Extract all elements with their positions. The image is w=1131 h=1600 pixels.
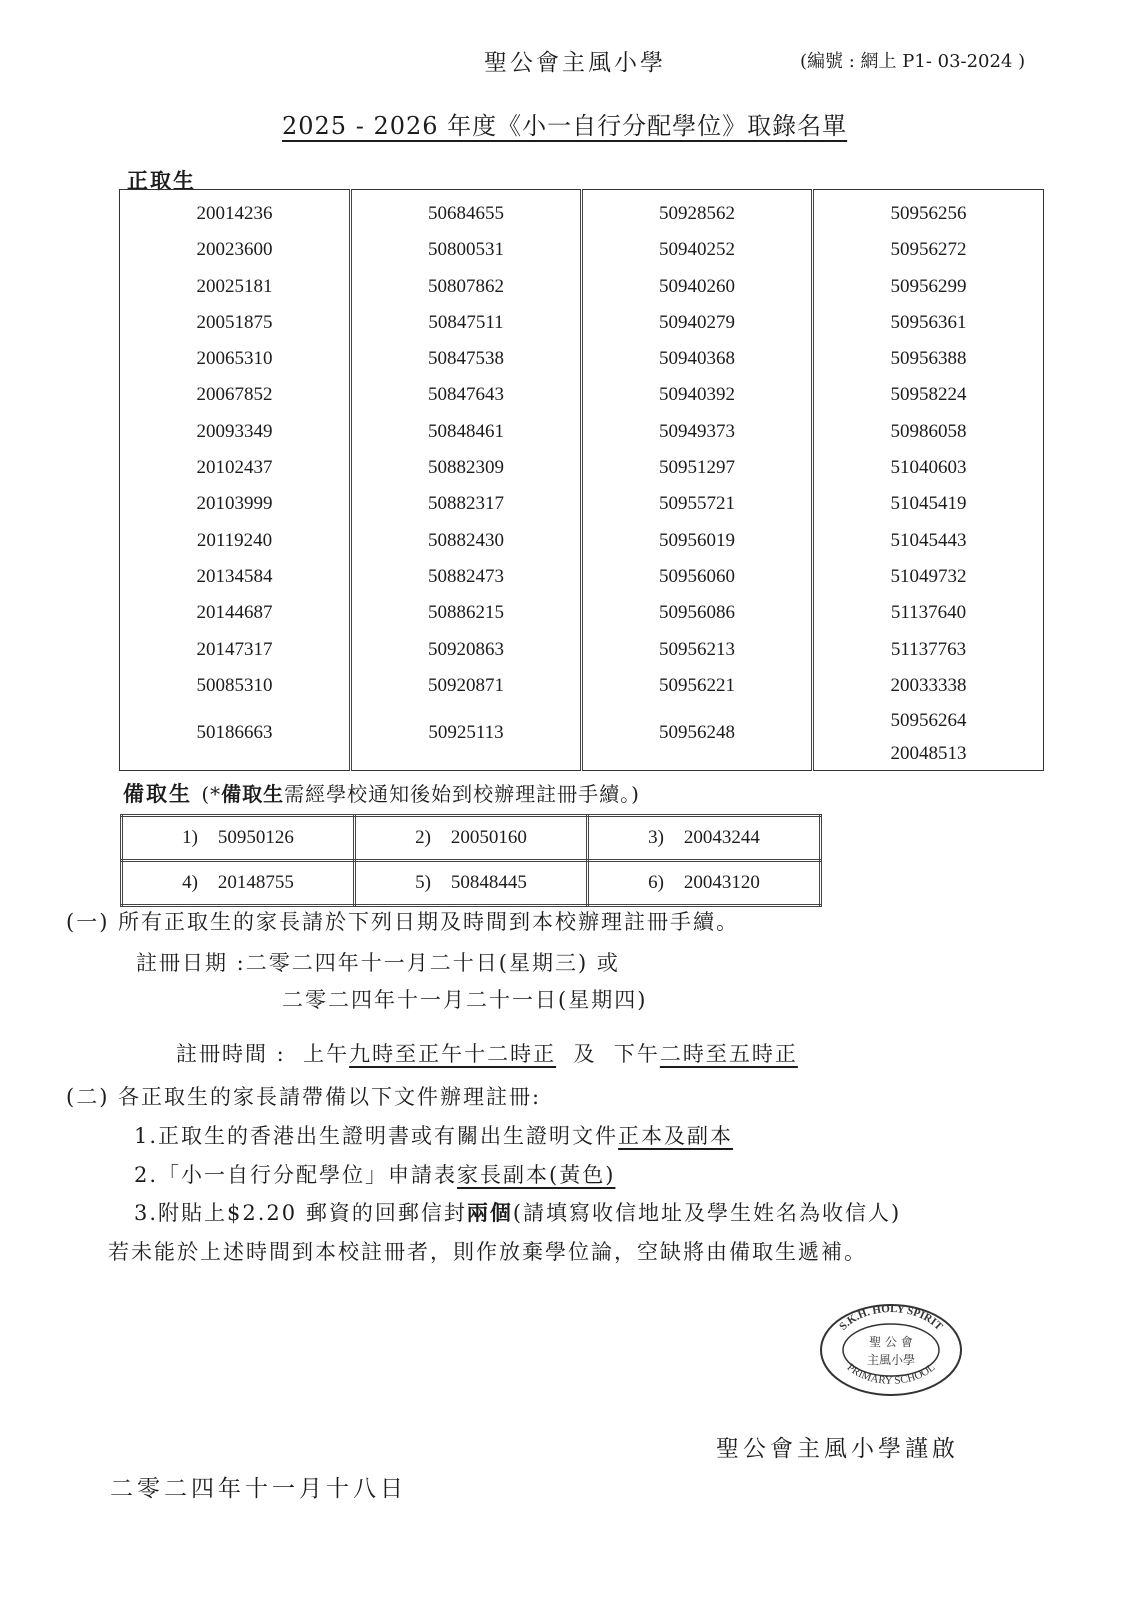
admitted-number: 51040603	[890, 457, 967, 479]
admitted-number: 50940252	[659, 239, 735, 261]
admitted-number: 50920871	[428, 674, 504, 696]
admitted-number: 50940260	[659, 275, 735, 297]
admitted-number: 50956248	[659, 722, 735, 744]
registration-date-line-2: 二零二四年十一月二十一日(星期四)	[282, 988, 648, 1012]
admitted-number: 51137763	[890, 638, 967, 660]
admitted-number: 50186663	[196, 722, 273, 744]
document-number: (編號 : 網上 P1- 03-2024 )	[800, 51, 1026, 72]
admitted-number: 51045419	[890, 493, 967, 515]
admitted-number: 50940279	[659, 311, 735, 333]
admitted-number: 50920863	[428, 638, 504, 660]
admitted-number: 50882430	[428, 529, 504, 551]
admitted-col-1	[120, 190, 351, 771]
admitted-number: 51045443	[890, 529, 967, 551]
signature: 聖公會主風小學謹啟	[716, 1436, 959, 1462]
required-document-3: 3.附貼上$2.20 郵資的回郵信封兩個(請填寫收信地址及學生姓名為收信人)	[134, 1200, 902, 1225]
admitted-number: 20025181	[196, 275, 273, 297]
admitted-number: 50956086	[659, 602, 735, 624]
admitted-number: 50956299	[890, 275, 967, 297]
waitlist-note: (*備取生需經學校通知後始到校辦理註冊手續。)	[201, 782, 640, 806]
school-name: 聖公會主風小學	[484, 50, 666, 76]
admitted-number: 20102437	[196, 457, 273, 479]
admitted-number: 50848461	[428, 420, 504, 442]
issue-date: 二零二四年十一月十八日	[110, 1476, 407, 1502]
waitlist-item: 4) 20148755	[122, 861, 355, 906]
registration-time: 註冊時間 : 上午九時至正午十二時正 及 下午二時至五時正	[176, 1042, 798, 1066]
admitted-col-3	[582, 190, 813, 771]
waitlist-item: 1) 50950126	[122, 816, 355, 861]
waitlist-item: 5) 50848445	[355, 861, 588, 906]
registration-date-line-1: 註冊日期 :二零二四年十一月二十日(星期三) 或	[136, 951, 620, 975]
admitted-number: 50956388	[890, 348, 967, 370]
admitted-number: 50956361	[890, 311, 967, 333]
svg-text:PRIMARY SCHOOL: PRIMARY SCHOOL	[844, 1361, 938, 1387]
waitlist-label: 備取生	[123, 781, 192, 806]
admitted-number: 50882473	[428, 565, 504, 587]
required-document-2: 2.「小一自行分配學位」申請表家長副本(黃色)	[134, 1163, 616, 1187]
admitted-number: 50956256	[890, 203, 967, 224]
admitted-number: 20134584	[196, 565, 273, 587]
admitted-number: 20144687	[196, 602, 273, 624]
admitted-number: 20051875	[196, 311, 273, 333]
admitted-number: 50847643	[428, 384, 504, 406]
admitted-number: 50886215	[428, 602, 504, 624]
waitlist-heading	[123, 778, 640, 808]
admitted-table	[119, 189, 1044, 771]
admitted-number: 50951297	[659, 457, 735, 479]
admitted-col-2	[351, 190, 582, 771]
admitted-number: 50847511	[428, 311, 504, 333]
admitted-label: 正取生	[127, 168, 196, 193]
admitted-number: 20048513	[890, 743, 967, 765]
admitted-number: 50882309	[428, 457, 504, 479]
svg-text:S.K.H. HOLY SPIRIT: S.K.H. HOLY SPIRIT	[837, 1302, 945, 1333]
school-seal-stamp	[816, 1300, 966, 1400]
closing-notice: 若未能於上述時間到本校註冊者，則作放棄學位論，空缺將由備取生遞補。	[108, 1240, 867, 1264]
admitted-number: 50956060	[659, 565, 735, 587]
admitted-number: 50925113	[428, 722, 504, 744]
admitted-number: 51137640	[890, 602, 967, 624]
admitted-number: 50958224	[890, 384, 967, 406]
admitted-number: 20033338	[890, 674, 967, 696]
admitted-number: 50956272	[890, 239, 967, 261]
admitted-number: 50955721	[659, 493, 735, 515]
admitted-number: 50847538	[428, 348, 504, 370]
admitted-number: 51049732	[890, 565, 967, 587]
admitted-number: 50956221	[659, 674, 735, 696]
waitlist-table	[120, 814, 822, 907]
admitted-number: 50986058	[890, 420, 967, 442]
admitted-number: 50940392	[659, 384, 735, 406]
admitted-number: 20067852	[196, 384, 273, 406]
svg-text:聖 公 會: 聖 公 會	[869, 1335, 913, 1349]
admitted-number: 20119240	[196, 529, 273, 551]
admitted-number: 50807862	[428, 275, 504, 297]
admitted-number: 50956019	[659, 529, 735, 551]
waitlist-item: 3) 20043244	[588, 816, 821, 861]
page-title: 2025 - 2026 年度《小一自行分配學位》取錄名單	[282, 112, 848, 140]
admitted-number: 20093349	[196, 420, 273, 442]
waitlist-item: 6) 20043120	[588, 861, 821, 906]
admitted-number: 50800531	[428, 239, 504, 261]
admitted-col-4	[813, 190, 1044, 771]
admitted-number: 20023600	[196, 239, 273, 261]
admitted-number: 50085310	[196, 674, 273, 696]
admitted-number: 50949373	[659, 420, 735, 442]
svg-text:主風小學: 主風小學	[866, 1353, 916, 1367]
notice-item-2: (二) 各正取生的家長請帶備以下文件辦理註冊:	[66, 1085, 542, 1109]
admitted-number: 50928562	[659, 203, 735, 224]
admitted-number: 20103999	[196, 493, 273, 515]
admitted-number: 50940368	[659, 348, 735, 370]
admitted-number: 20014236	[196, 203, 273, 224]
notice-item-1: (一) 所有正取生的家長請於下列日期及時間到本校辦理註冊手續。	[66, 910, 740, 934]
admitted-number: 50882317	[428, 493, 504, 515]
admitted-number: 50956264	[890, 710, 967, 732]
admitted-number: 20147317	[196, 638, 273, 660]
waitlist-item: 2) 20050160	[355, 816, 588, 861]
admitted-number: 20065310	[196, 348, 273, 370]
admitted-number: 50684655	[428, 203, 504, 224]
admitted-number: 50956213	[659, 638, 735, 660]
required-document-1: 1.正取生的香港出生證明書或有關出生證明文件正本及副本	[134, 1124, 734, 1148]
